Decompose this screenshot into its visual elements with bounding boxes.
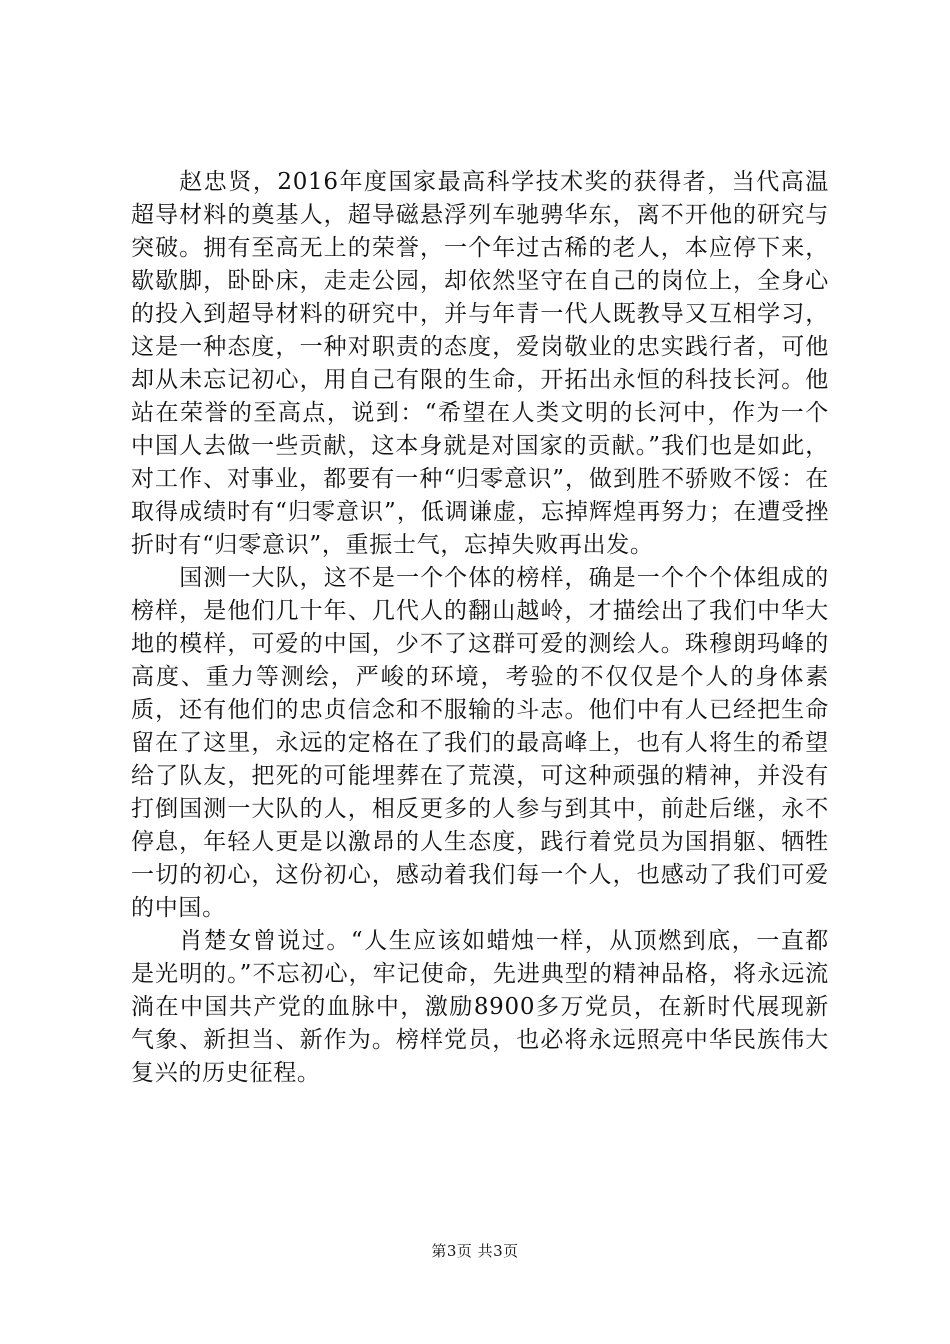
page-number-footer: 第3页 共3页 (431, 1242, 519, 1260)
paragraph-conclusion: 肖楚女曾说过。“人生应该如蜡烛一样，从顶燃到底，一直都是光明的。”不忘初心，牢记使命，先进典型的精神品格，将永远流淌在中国共产党的血脉中，激励8900多万党员，在新时代展现新气象、新担当、新作为。榜样党员，也必将永远照亮中华民族伟大复兴的历史征程。 (131, 928, 829, 1086)
article-body (131, 166, 829, 1090)
paragraph-zhao-zhongxian: 赵忠贤，2016年度国家最高科学技术奖的获得者，当代高温超导材料的奠基人，超导磁悬浮列车驰骋华东，离不开他的研究与突破。拥有至高无上的荣誉，一个年过古稀的老人，本应停下来，歇歇脚，卧卧床，走走公园，却依然坚守在自己的岗位上，全身心的投入到超导材料的研究中，并与年青一代人既教导又互相学习，这是一种态度，一种对职责的态度，爱岗敬业的忠实践行者，可他却从未忘记初心，用自己有限的生命，开拓出永恒的科技长河。他站在荣誉的至高点，说到：“希望在人类文明的长河中，作为一个中国人去做一些贡献，这本身就是对国家的贡献。”我们也是如此，对工作、对事业，都要有一种“归零意识”，做到胜不骄败不馁：在取得成绩时有“归零意识”，低调谦虚，忘掉辉煌再努力；在遭受挫折时有“归零意识”，重振士气，忘掉失败再出发。 (131, 169, 829, 558)
paragraph-survey-team: 国测一大队，这不是一个个体的榜样，确是一个个个体组成的榜样，是他们几十年、几代人的翻山越岭，才描绘出了我们中华大地的模样，可爱的中国，少不了这群可爱的测绘人。珠穆朗玛峰的高度、重力等测绘，严峻的环境，考验的不仅仅是个人的身体素质，还有他们的忠贞信念和不服输的斗志。他们中有人已经把生命留在了这里，永远的定格在了我们的最高峰上，也有人将生的希望给了队友，把死的可能埋葬在了荒漠，可这种顽强的精神，并没有打倒国测一大队的人，相反更多的人参与到其中，前赴后继，永不停息，年轻人更是以激昂的人生态度，践行着党员为国捐躯、牺牲一切的初心，这份初心，感动着我们每一个人，也感动了我们可爱的中国。 (131, 565, 829, 921)
